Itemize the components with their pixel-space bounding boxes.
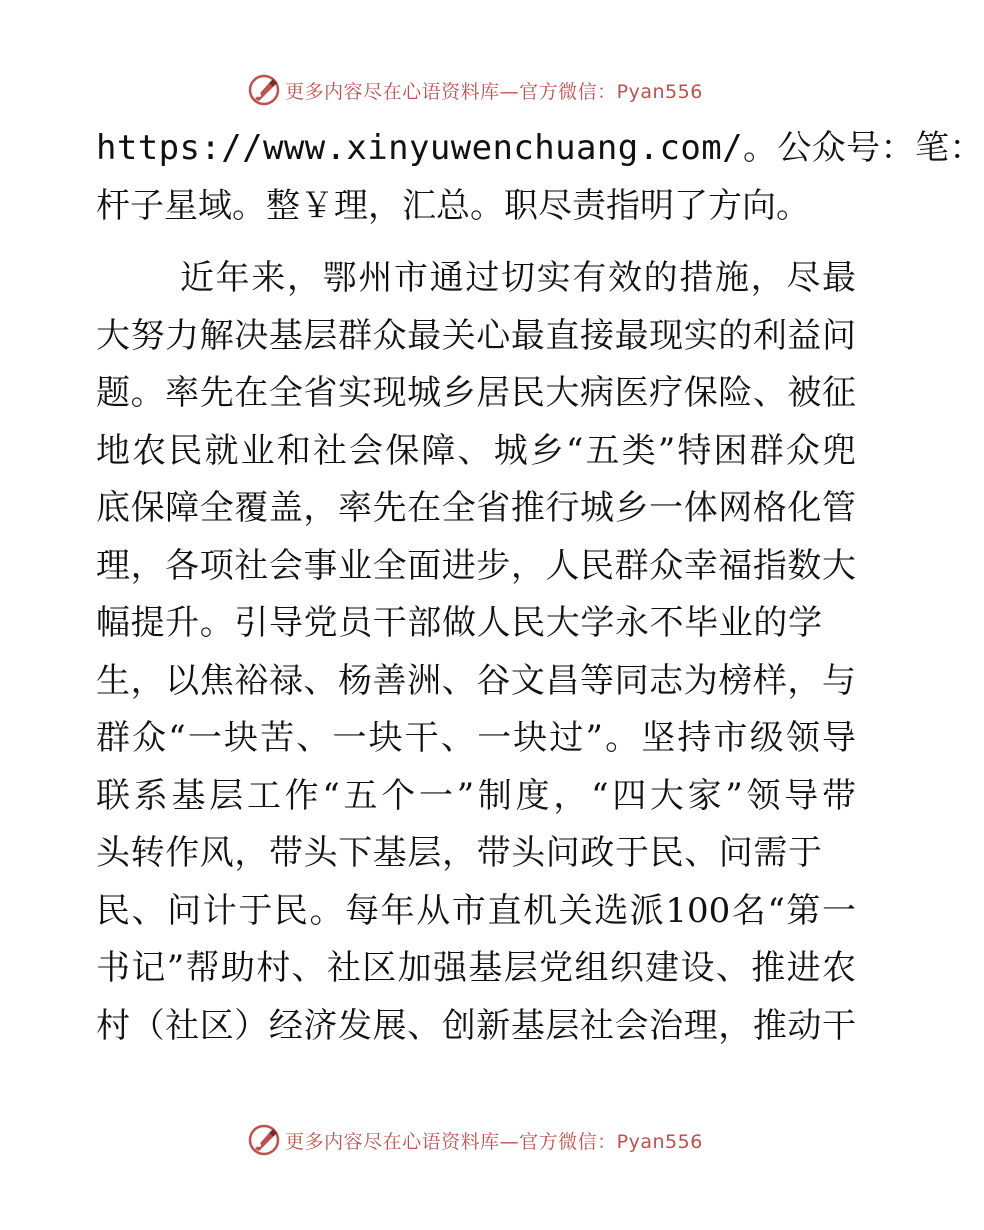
- paragraph: [96, 120, 984, 235]
- text-line: 书记”帮助村、社区加强基层党组织建设、推进农: [96, 948, 856, 988]
- pen-logo-icon: [247, 73, 281, 107]
- text-line: 大努力解决基层群众最关心最直接最现实的利益问: [96, 315, 856, 356]
- text-line: 民、问计于民。每年从市直机关选派100名“第一: [96, 890, 856, 931]
- header-watermark: [0, 70, 950, 110]
- watermark-text: 更多内容尽在心语资料库—官方微信：Pyan556: [285, 80, 703, 103]
- text-line: https://www.xinyuwenchuang.com/。公众号：笔：: [96, 128, 984, 168]
- text-line: 底保障全覆盖，率先在全省推行城乡一体网格化管: [96, 488, 856, 528]
- document-body: [96, 120, 984, 1055]
- watermark-text: 更多内容尽在心语资料库—官方微信：Pyan556: [285, 1130, 703, 1153]
- footer-watermark: [0, 1120, 950, 1160]
- text-line: 头转作风，带头下基层，带头问政于民、问需于: [96, 833, 822, 873]
- text-line: 村（社区）经济发展、创新基层社会治理，推动干: [96, 1005, 856, 1046]
- paragraph: [96, 250, 856, 1055]
- text-line: 联系基层工作“五个一”制度，“四大家”领导带: [96, 775, 856, 816]
- text-line: 杆子星域。整￥理，汇总。职尽责指明了方向。: [96, 185, 810, 226]
- text-line: 近年来，鄂州市通过切实有效的措施，尽最: [180, 258, 856, 298]
- text-line: 题。率先在全省实现城乡居民大病医疗保险、被征: [96, 373, 856, 413]
- text-line: 幅提升。引导党员干部做人民大学永不毕业的学: [96, 603, 822, 643]
- pen-logo-icon: [247, 1123, 281, 1157]
- text-line: 理，各项社会事业全面进步，人民群众幸福指数大: [96, 545, 856, 586]
- text-line: 地农民就业和社会保障、城乡“五类”特困群众兜: [96, 430, 856, 471]
- text-line: 生，以焦裕禄、杨善洲、谷文昌等同志为榜样，与: [96, 660, 856, 701]
- text-line: 群众“一块苦、一块干、一块过”。坚持市级领导: [96, 718, 856, 758]
